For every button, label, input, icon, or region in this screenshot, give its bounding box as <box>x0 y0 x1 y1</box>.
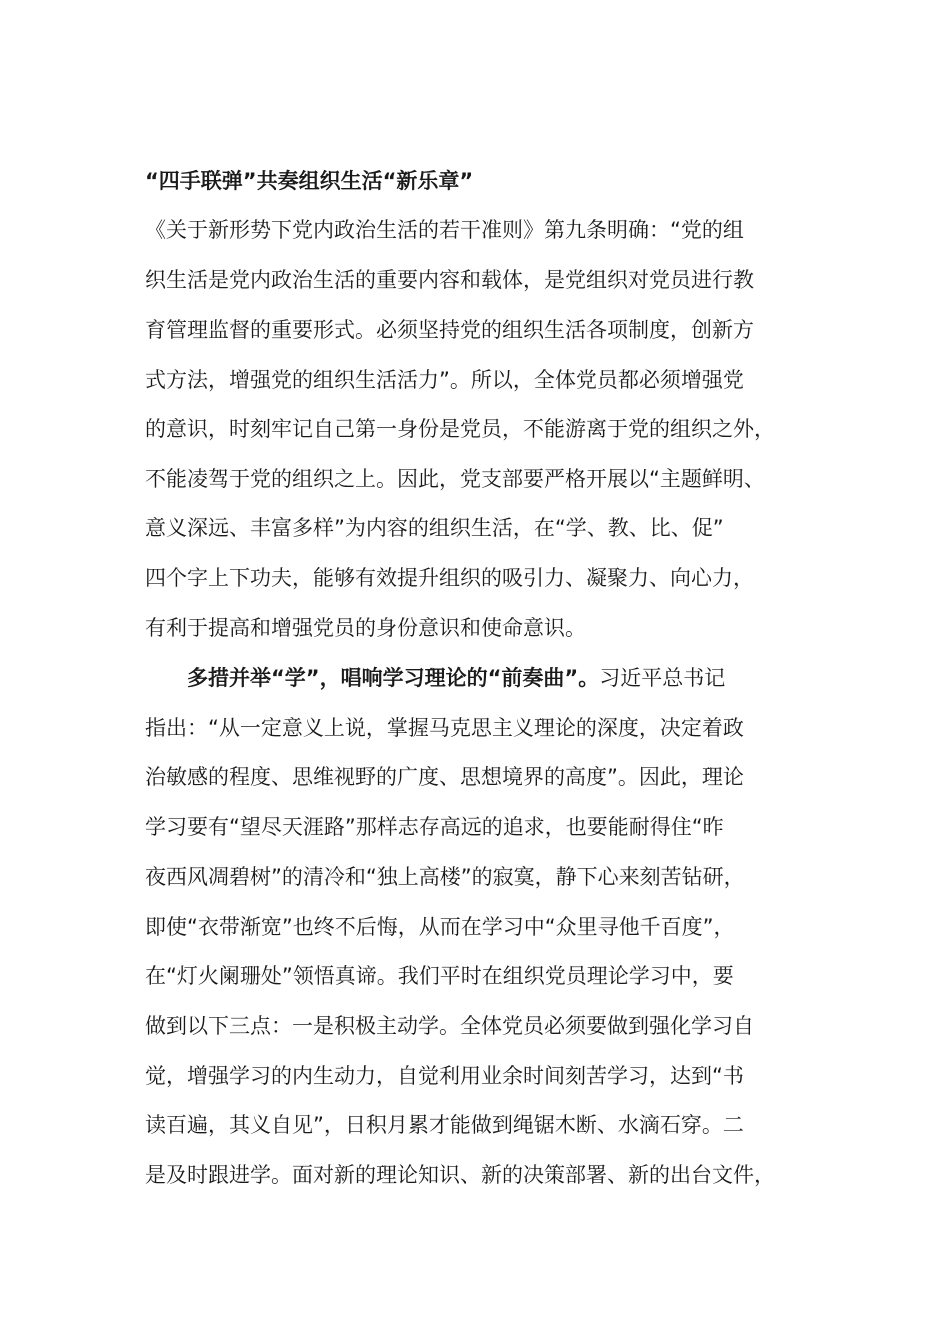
paragraph1-line: 意义深远、丰富多样”为内容的组织生活，在“学、教、比、促” <box>145 516 724 540</box>
paragraph1-line: 育管理监督的重要形式。必须坚持党的组织生活各项制度，创新方 <box>145 318 754 342</box>
paragraph2-line: 觉，增强学习的内生动力，自觉利用业余时间刻苦学习，达到“书 <box>145 1064 744 1088</box>
document-title: “四手联弹”共奏组织生活“新乐章” <box>145 169 474 193</box>
paragraph2-heading: 多措并举“学”，唱响学习理论的“前奏曲”。 <box>187 666 600 690</box>
paragraph1-line: 有利于提高和增强党员的身份意识和使命意识。 <box>145 616 586 640</box>
paragraph2-line: 学习要有“望尽天涯路”那样志存高远的追求，也要能耐得住“昨 <box>145 815 724 839</box>
paragraph2-first-rest: 习近平总书记 <box>599 666 726 690</box>
paragraph1-line: 四个字上下功夫，能够有效提升组织的吸引力、凝聚力、向心力， <box>145 566 754 590</box>
paragraph2-line: 治敏感的程度、思维视野的广度、思想境界的高度”。因此，理论 <box>145 765 744 789</box>
paragraph1-line: 《关于新形势下党内政治生活的若干准则》第九条明确：“党的组 <box>145 218 744 242</box>
paragraph2-line: 是及时跟进学。面对新的理论知识、新的决策部署、新的出台文件， <box>145 1163 775 1187</box>
paragraph2-line: 夜西风凋碧树”的清冷和“独上高楼”的寂寞，静下心来刻苦钻研， <box>145 865 745 889</box>
paragraph1-line: 式方法，增强党的组织生活活力”。所以，全体党员都必须增强党 <box>145 368 744 392</box>
paragraph1-line: 织生活是党内政治生活的重要内容和载体，是党组织对党员进行教 <box>145 268 754 292</box>
paragraph1-line: 不能凌驾于党的组织之上。因此，党支部要严格开展以“主题鲜明、 <box>145 467 765 491</box>
paragraph2-first-line <box>187 660 725 696</box>
paragraph2-line: 指出：“从一定意义上说，掌握马克思主义理论的深度，决定着政 <box>145 716 744 740</box>
paragraph2-line: 即使“衣带渐宽”也终不后悔，从而在学习中“众里寻他千百度”， <box>145 915 735 939</box>
paragraph2-line: 做到以下三点：一是积极主动学。全体党员必须要做到强化学习自 <box>145 1014 754 1038</box>
paragraph1-line: 的意识，时刻牢记自己第一身份是党员，不能游离于党的组织之外， <box>145 417 775 441</box>
paragraph2-line: 在“灯火阑珊处”领悟真谛。我们平时在组织党员理论学习中，要 <box>145 964 734 988</box>
paragraph2-line: 读百遍，其义自见”，日积月累才能做到绳锯木断、水滴石穿。二 <box>145 1113 744 1137</box>
